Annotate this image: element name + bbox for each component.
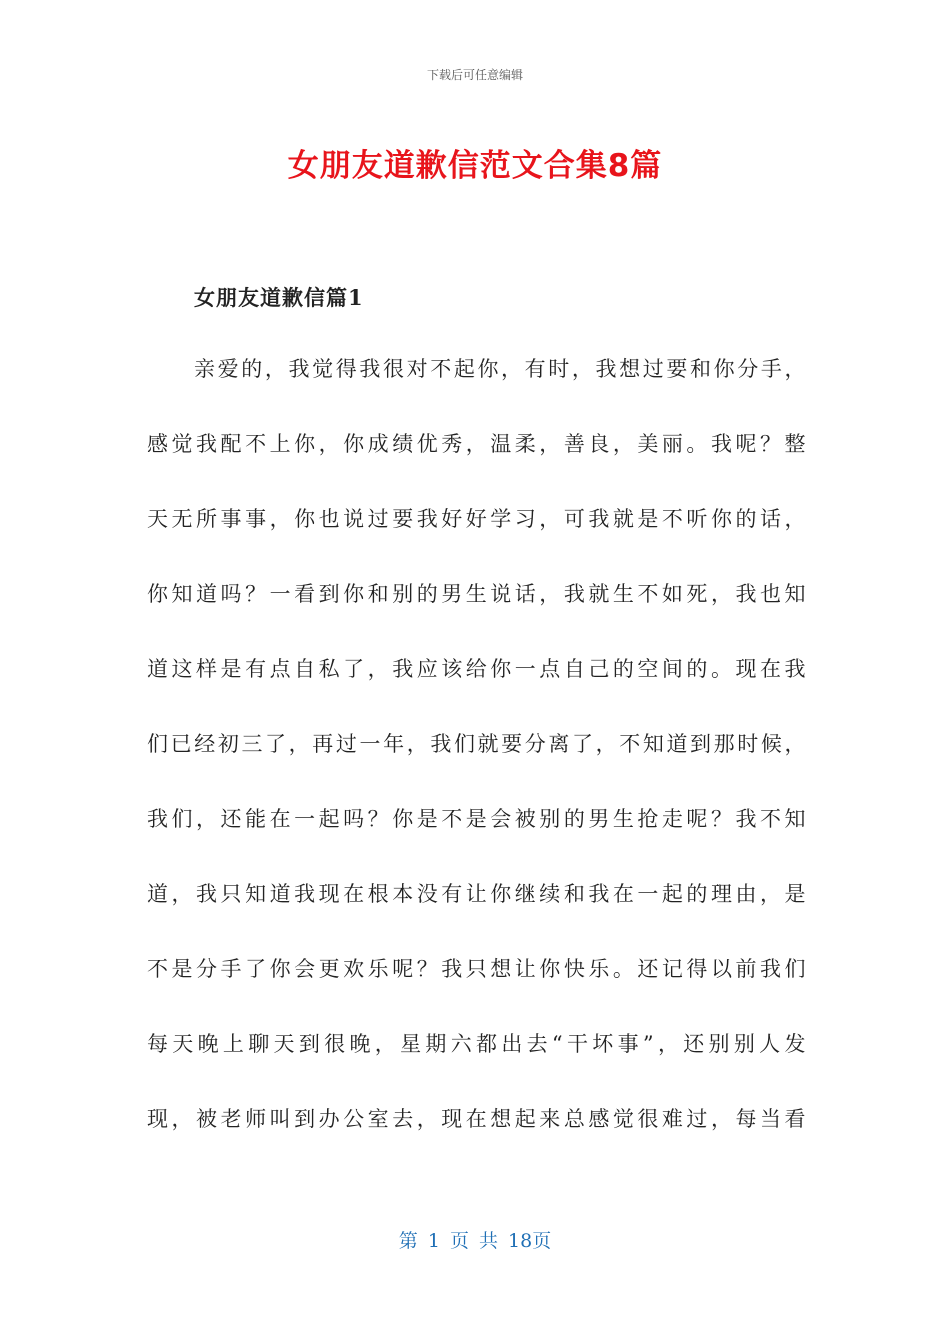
body-text xyxy=(147,348,807,1173)
body-line: 道，我只知道我现在根本没有让你继续和我在一起的理由，是 xyxy=(147,882,807,906)
body-line: 们已经初三了，再过一年，我们就要分离了，不知道到那时候， xyxy=(147,732,807,756)
body-line: 我们，还能在一起吗？你是不是会被别的男生抢走呢？我不知 xyxy=(147,807,807,831)
body-line: 每天晚上聊天到很晚，星期六都出去“干坏事”，还别别人发 xyxy=(147,1032,807,1056)
body-line: 感觉我配不上你，你成绩优秀，温柔，善良，美丽。我呢？整 xyxy=(147,432,807,456)
page-number: 第 1 页 共 18页 xyxy=(398,1230,552,1252)
section-heading: 女朋友道歉信篇1 xyxy=(194,285,364,310)
body-line: 不是分手了你会更欢乐呢？我只想让你快乐。还记得以前我们 xyxy=(147,957,807,981)
document-title: 女朋友道歉信范文合集8篇 xyxy=(287,148,663,184)
body-line: 亲爱的，我觉得我很对不起你，有时，我想过要和你分手， xyxy=(194,357,807,381)
body-line: 道这样是有点自私了，我应该给你一点自己的空间的。现在我 xyxy=(147,657,807,681)
header-note: 下载后可任意编辑 xyxy=(426,68,523,82)
body-line: 天无所事事，你也说过要我好好学习，可我就是不听你的话， xyxy=(147,507,807,531)
body-line: 现，被老师叫到办公室去，现在想起来总感觉很难过，每当看 xyxy=(147,1107,807,1131)
body-line: 你知道吗？一看到你和别的男生说话，我就生不如死，我也知 xyxy=(147,582,807,606)
